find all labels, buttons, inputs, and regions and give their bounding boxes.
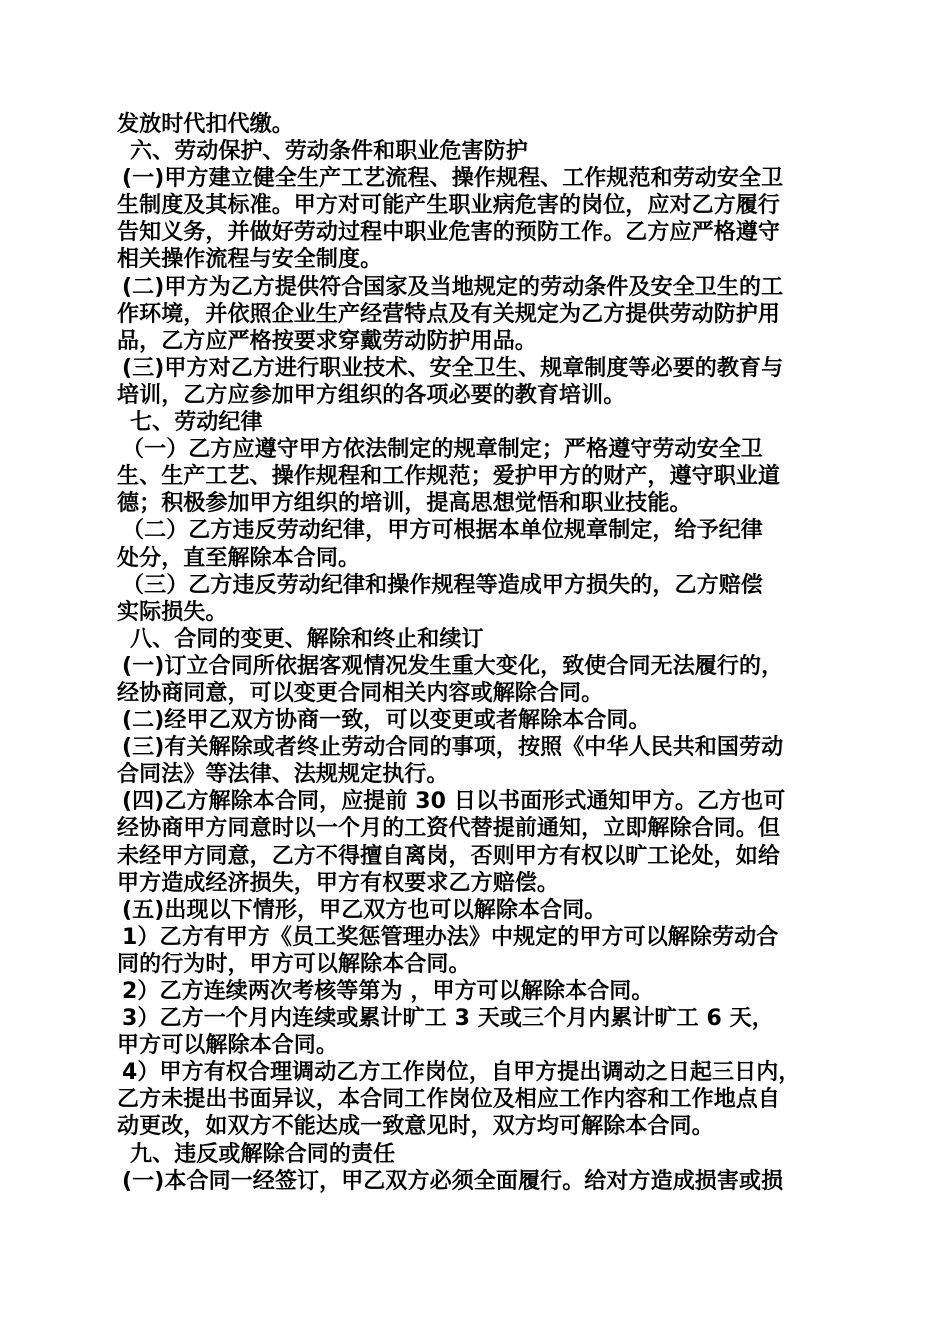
text-line: 合同法》等法律、法规规定执行。 (117, 762, 449, 788)
text-line: 甲方造成经济损失，甲方有权要求乙方赔偿。 (117, 870, 560, 896)
clause-start: (三)甲方对乙方进行职业技术、安全卫生、规章制度等必要的教育与 (122, 355, 784, 381)
text-line: 品，乙方应严格按要求穿戴劳动防护用品。 (117, 328, 537, 354)
list-item: 3）乙方一个月内连续或累计旷工 3 天或三个月内累计旷工 6 天， (122, 1006, 774, 1032)
text-line: 培训，乙方应参加甲方组织的各项必要的教育培训。 (117, 382, 626, 408)
clause-start: （一）乙方应遵守甲方依法制定的规章制定；严格遵守劳动安全卫 (122, 437, 763, 463)
clause-start: （三）乙方违反劳动纪律和操作规程等造成甲方损失的，乙方赔偿 (122, 572, 763, 598)
list-item: 1）乙方有甲方《员工奖惩管理办法》中规定的甲方可以解除劳动合 (122, 924, 779, 950)
text-line: 乙方未提出书面异议，本合同工作岗位及相应工作内容和工作地点自 (117, 1087, 781, 1113)
section-heading: 九、违反或解除合同的责任 (130, 1141, 396, 1167)
text-line: 发放时代扣代缴。 (117, 112, 294, 137)
clause-start: (三)有关解除或者终止劳动合同的事项，按照《中华人民共和国劳动 (122, 735, 784, 761)
clause-start: （二）乙方违反劳动纪律，甲方可根据本单位规章制定，给予纪律 (122, 518, 763, 544)
text-line: 德；积极参加甲方组织的培训，提高思想觉悟和职业技能。 (117, 491, 692, 517)
clause-start: (二)经甲乙双方协商一致，可以变更或者解除本合同。 (122, 708, 651, 734)
clause-start: (一)甲方建立健全生产工艺流程、操作规程、工作规范和劳动安全卫 (122, 166, 784, 192)
text-line: 处分，直至解除本合同。 (117, 545, 361, 571)
text-line: 未经甲方同意，乙方不得擅自离岗，否则甲方有权以旷工论处，如给 (117, 843, 781, 869)
text-line: 相关操作流程与安全制度。 (117, 247, 383, 273)
section-heading: 六、劳动保护、劳动条件和职业危害防护 (130, 139, 528, 165)
clause-start: (一)本合同一经签订，甲乙双方必须全面履行。给对方造成损害或损 (122, 1168, 784, 1194)
contract-body (117, 111, 839, 1195)
list-item: 4）甲方有权合理调动乙方工作岗位，自甲方提出调动之日起三日内， (122, 1060, 801, 1086)
text-line: 生制度及其标准。甲方对可能产生职业病危害的岗位，应对乙方履行 (117, 193, 781, 219)
text-line: 甲方可以解除本合同。 (117, 1033, 339, 1059)
text-line: 告知义务，并做好劳动过程中职业危害的预防工作。乙方应严格遵守 (117, 220, 781, 246)
list-item: 2）乙方连续两次考核等第为 ，甲方可以解除本合同。 (122, 979, 654, 1004)
section-heading: 八、合同的变更、解除和终止和续订 (130, 626, 484, 652)
text-line: 实际损失。 (117, 599, 228, 625)
text-line: 经协商甲方同意时以一个月的工资代替提前通知，立即解除合同。但 (117, 816, 781, 842)
text-line: 作环境，并依照企业生产经营特点及有关规定为乙方提供劳动防护用 (117, 301, 781, 327)
clause-start: (一)订立合同所依据客观情况发生重大变化，致使合同无法履行的， (122, 653, 784, 679)
section-heading: 七、劳动纪律 (130, 410, 263, 436)
clause-start: (四)乙方解除本合同，应提前 30 日以书面形式通知甲方。乙方也可 (122, 789, 786, 815)
text-line: 动更改，如双方不能达成一致意见时，双方均可解除本合同。 (117, 1114, 714, 1140)
text-line: 经协商同意，可以变更合同相关内容或解除合同。 (117, 680, 604, 706)
clause-start: (二)甲方为乙方提供符合国家及当地规定的劳动条件及安全卫生的工 (122, 274, 784, 300)
text-line: 同的行为时，甲方可以解除本合同。 (117, 951, 471, 977)
text-line: 生、生产工艺、操作规程和工作规范；爱护甲方的财产，遵守职业道 (117, 464, 781, 490)
clause-start: (五)出现以下情形，甲乙双方也可以解除本合同。 (122, 897, 607, 923)
